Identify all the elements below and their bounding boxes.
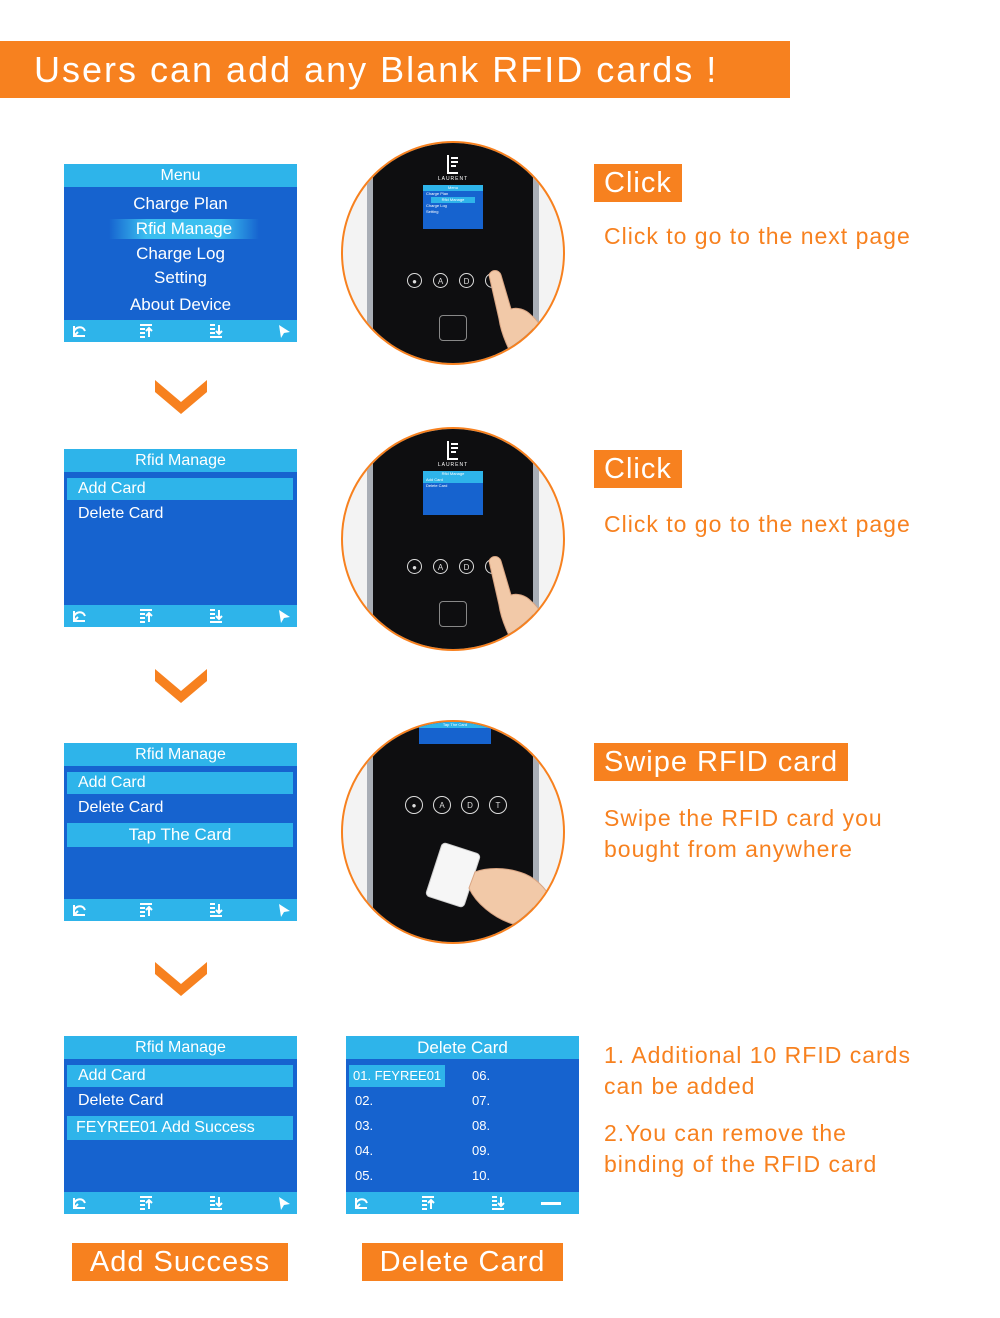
card-slot-09[interactable]: 09. — [472, 1143, 491, 1158]
step1-description: Click to go to the next page — [604, 223, 911, 249]
card-slot-02[interactable]: 02. — [355, 1093, 374, 1108]
add-card-item[interactable]: Add Card — [67, 772, 293, 794]
step3-description-line2: bought from anywhere — [604, 836, 853, 862]
brand-name: LAURENT — [437, 462, 469, 468]
card-slot-04[interactable]: 04. — [355, 1143, 374, 1158]
scroll-down-icon[interactable] — [490, 1195, 506, 1211]
menu-item-charge-plan[interactable]: Charge Plan — [133, 194, 228, 213]
chevron-down-icon — [152, 958, 210, 998]
scroll-down-icon[interactable] — [208, 1195, 224, 1211]
lcd-delete-card-screen — [346, 1036, 579, 1214]
finger-pointing-icon — [481, 549, 561, 649]
screen-footer — [64, 899, 297, 921]
screen-footer — [64, 320, 297, 342]
note1-line2: can be added — [604, 1073, 756, 1099]
delete-minus-icon[interactable] — [540, 1195, 562, 1211]
step3-tag: Swipe RFID card — [594, 743, 848, 781]
power-button[interactable]: ● — [407, 559, 422, 574]
note2-line1: 2.You can remove the — [604, 1120, 847, 1146]
brand-logo-icon — [444, 439, 462, 461]
step3-description-line1: Swipe the RFID card you — [604, 805, 883, 831]
button-t[interactable]: T — [489, 796, 507, 814]
device-photo-menu — [341, 141, 565, 365]
brand-logo-icon — [444, 153, 462, 175]
enter-arrow-icon[interactable] — [276, 902, 292, 918]
screen-title: Delete Card — [346, 1036, 579, 1059]
step1-tag: Click — [594, 164, 682, 202]
menu-item-about-device[interactable]: About Device — [129, 295, 232, 314]
button-d[interactable]: D — [459, 559, 474, 574]
caption-add-success: Add Success — [72, 1243, 288, 1281]
back-icon[interactable] — [353, 1195, 369, 1211]
mini-item: Charge Plan — [426, 191, 449, 196]
card-slot-03[interactable]: 03. — [355, 1118, 374, 1133]
mini-item-selected: Add Card — [423, 477, 483, 483]
mini-title: Rfid Manage — [423, 471, 483, 477]
delete-card-item[interactable]: Delete Card — [78, 799, 164, 816]
add-card-item[interactable]: Add Card — [67, 478, 293, 500]
scroll-up-icon[interactable] — [138, 323, 154, 339]
menu-item-setting[interactable]: Setting — [154, 268, 207, 287]
delete-card-item[interactable]: Delete Card — [78, 505, 164, 522]
device-display — [423, 185, 483, 229]
screen-footer — [64, 605, 297, 627]
tap-card-prompt: Tap The Card — [67, 823, 293, 847]
mini-item: Setting — [426, 209, 439, 214]
scroll-up-icon[interactable] — [420, 1195, 436, 1211]
add-card-item[interactable]: Add Card — [67, 1065, 293, 1087]
back-icon[interactable] — [71, 902, 87, 918]
scroll-up-icon[interactable] — [138, 608, 154, 624]
finger-pointing-icon — [481, 263, 561, 363]
mini-item: Charge Log — [426, 203, 447, 208]
lcd-rfid-manage-screen — [64, 449, 297, 627]
back-icon[interactable] — [71, 608, 87, 624]
card-slot-10[interactable]: 10. — [472, 1168, 491, 1183]
brand-name: LAURENT — [437, 176, 469, 182]
card-slot-06[interactable]: 06. — [472, 1068, 491, 1083]
delete-card-item[interactable]: Delete Card — [78, 1092, 164, 1109]
rfid-reader-icon — [439, 315, 467, 341]
device-photo-swipe-card — [341, 720, 565, 944]
lcd-menu-screen — [64, 164, 297, 342]
rfid-reader-icon — [439, 601, 467, 627]
note2-line2: binding of the RFID card — [604, 1151, 878, 1177]
caption-delete-card: Delete Card — [362, 1243, 563, 1281]
rfid-card-in-hand-icon — [423, 832, 553, 932]
screen-title: Rfid Manage — [64, 1036, 297, 1059]
note1-line1: 1. Additional 10 RFID cards — [604, 1042, 911, 1068]
scroll-up-icon[interactable] — [138, 1195, 154, 1211]
enter-arrow-icon[interactable] — [276, 608, 292, 624]
device-buttons — [405, 796, 505, 814]
scroll-down-icon[interactable] — [208, 608, 224, 624]
scroll-down-icon[interactable] — [208, 902, 224, 918]
screen-title: Rfid Manage — [64, 449, 297, 472]
mini-title: Menu — [423, 185, 483, 191]
button-d[interactable]: D — [461, 796, 479, 814]
screen-footer — [64, 1192, 297, 1214]
screen-title: Rfid Manage — [64, 743, 297, 766]
power-button[interactable]: ● — [405, 796, 423, 814]
power-button[interactable]: ● — [407, 273, 422, 288]
chevron-down-icon — [152, 376, 210, 416]
scroll-down-icon[interactable] — [208, 323, 224, 339]
card-slot-08[interactable]: 08. — [472, 1118, 491, 1133]
device-photo-rfid-manage — [341, 427, 565, 651]
lcd-tap-card-screen — [64, 743, 297, 921]
enter-arrow-icon[interactable] — [276, 1195, 292, 1211]
button-d[interactable]: D — [459, 273, 474, 288]
card-slot-07[interactable]: 07. — [472, 1093, 491, 1108]
add-success-message: FEYREE01 Add Success — [67, 1116, 293, 1140]
step2-description: Click to go to the next page — [604, 511, 911, 537]
chevron-down-icon — [152, 665, 210, 705]
step2-tag: Click — [594, 450, 682, 488]
card-slot-01[interactable]: 01. FEYREE01 — [349, 1065, 445, 1087]
scroll-up-icon[interactable] — [138, 902, 154, 918]
lcd-add-success-screen — [64, 1036, 297, 1214]
menu-item-rfid-manage[interactable]: Rfid Manage — [109, 219, 259, 239]
device-display — [423, 471, 483, 515]
back-icon[interactable] — [71, 1195, 87, 1211]
mini-item-selected: Rfid Manage — [431, 197, 475, 203]
screen-footer — [346, 1192, 579, 1214]
page-banner: Users can add any Blank RFID cards ! — [0, 41, 790, 98]
menu-item-charge-log[interactable]: Charge Log — [136, 244, 225, 263]
device-display — [419, 722, 491, 744]
back-icon[interactable] — [71, 323, 87, 339]
card-slot-05[interactable]: 05. — [355, 1168, 374, 1183]
mini-title: Tap The Card — [419, 722, 491, 728]
button-a[interactable]: A — [433, 273, 448, 288]
button-a[interactable]: A — [433, 559, 448, 574]
button-a[interactable]: A — [433, 796, 451, 814]
screen-title: Menu — [64, 164, 297, 187]
enter-arrow-icon[interactable] — [276, 323, 292, 339]
mini-item: Delete Card — [426, 483, 448, 488]
